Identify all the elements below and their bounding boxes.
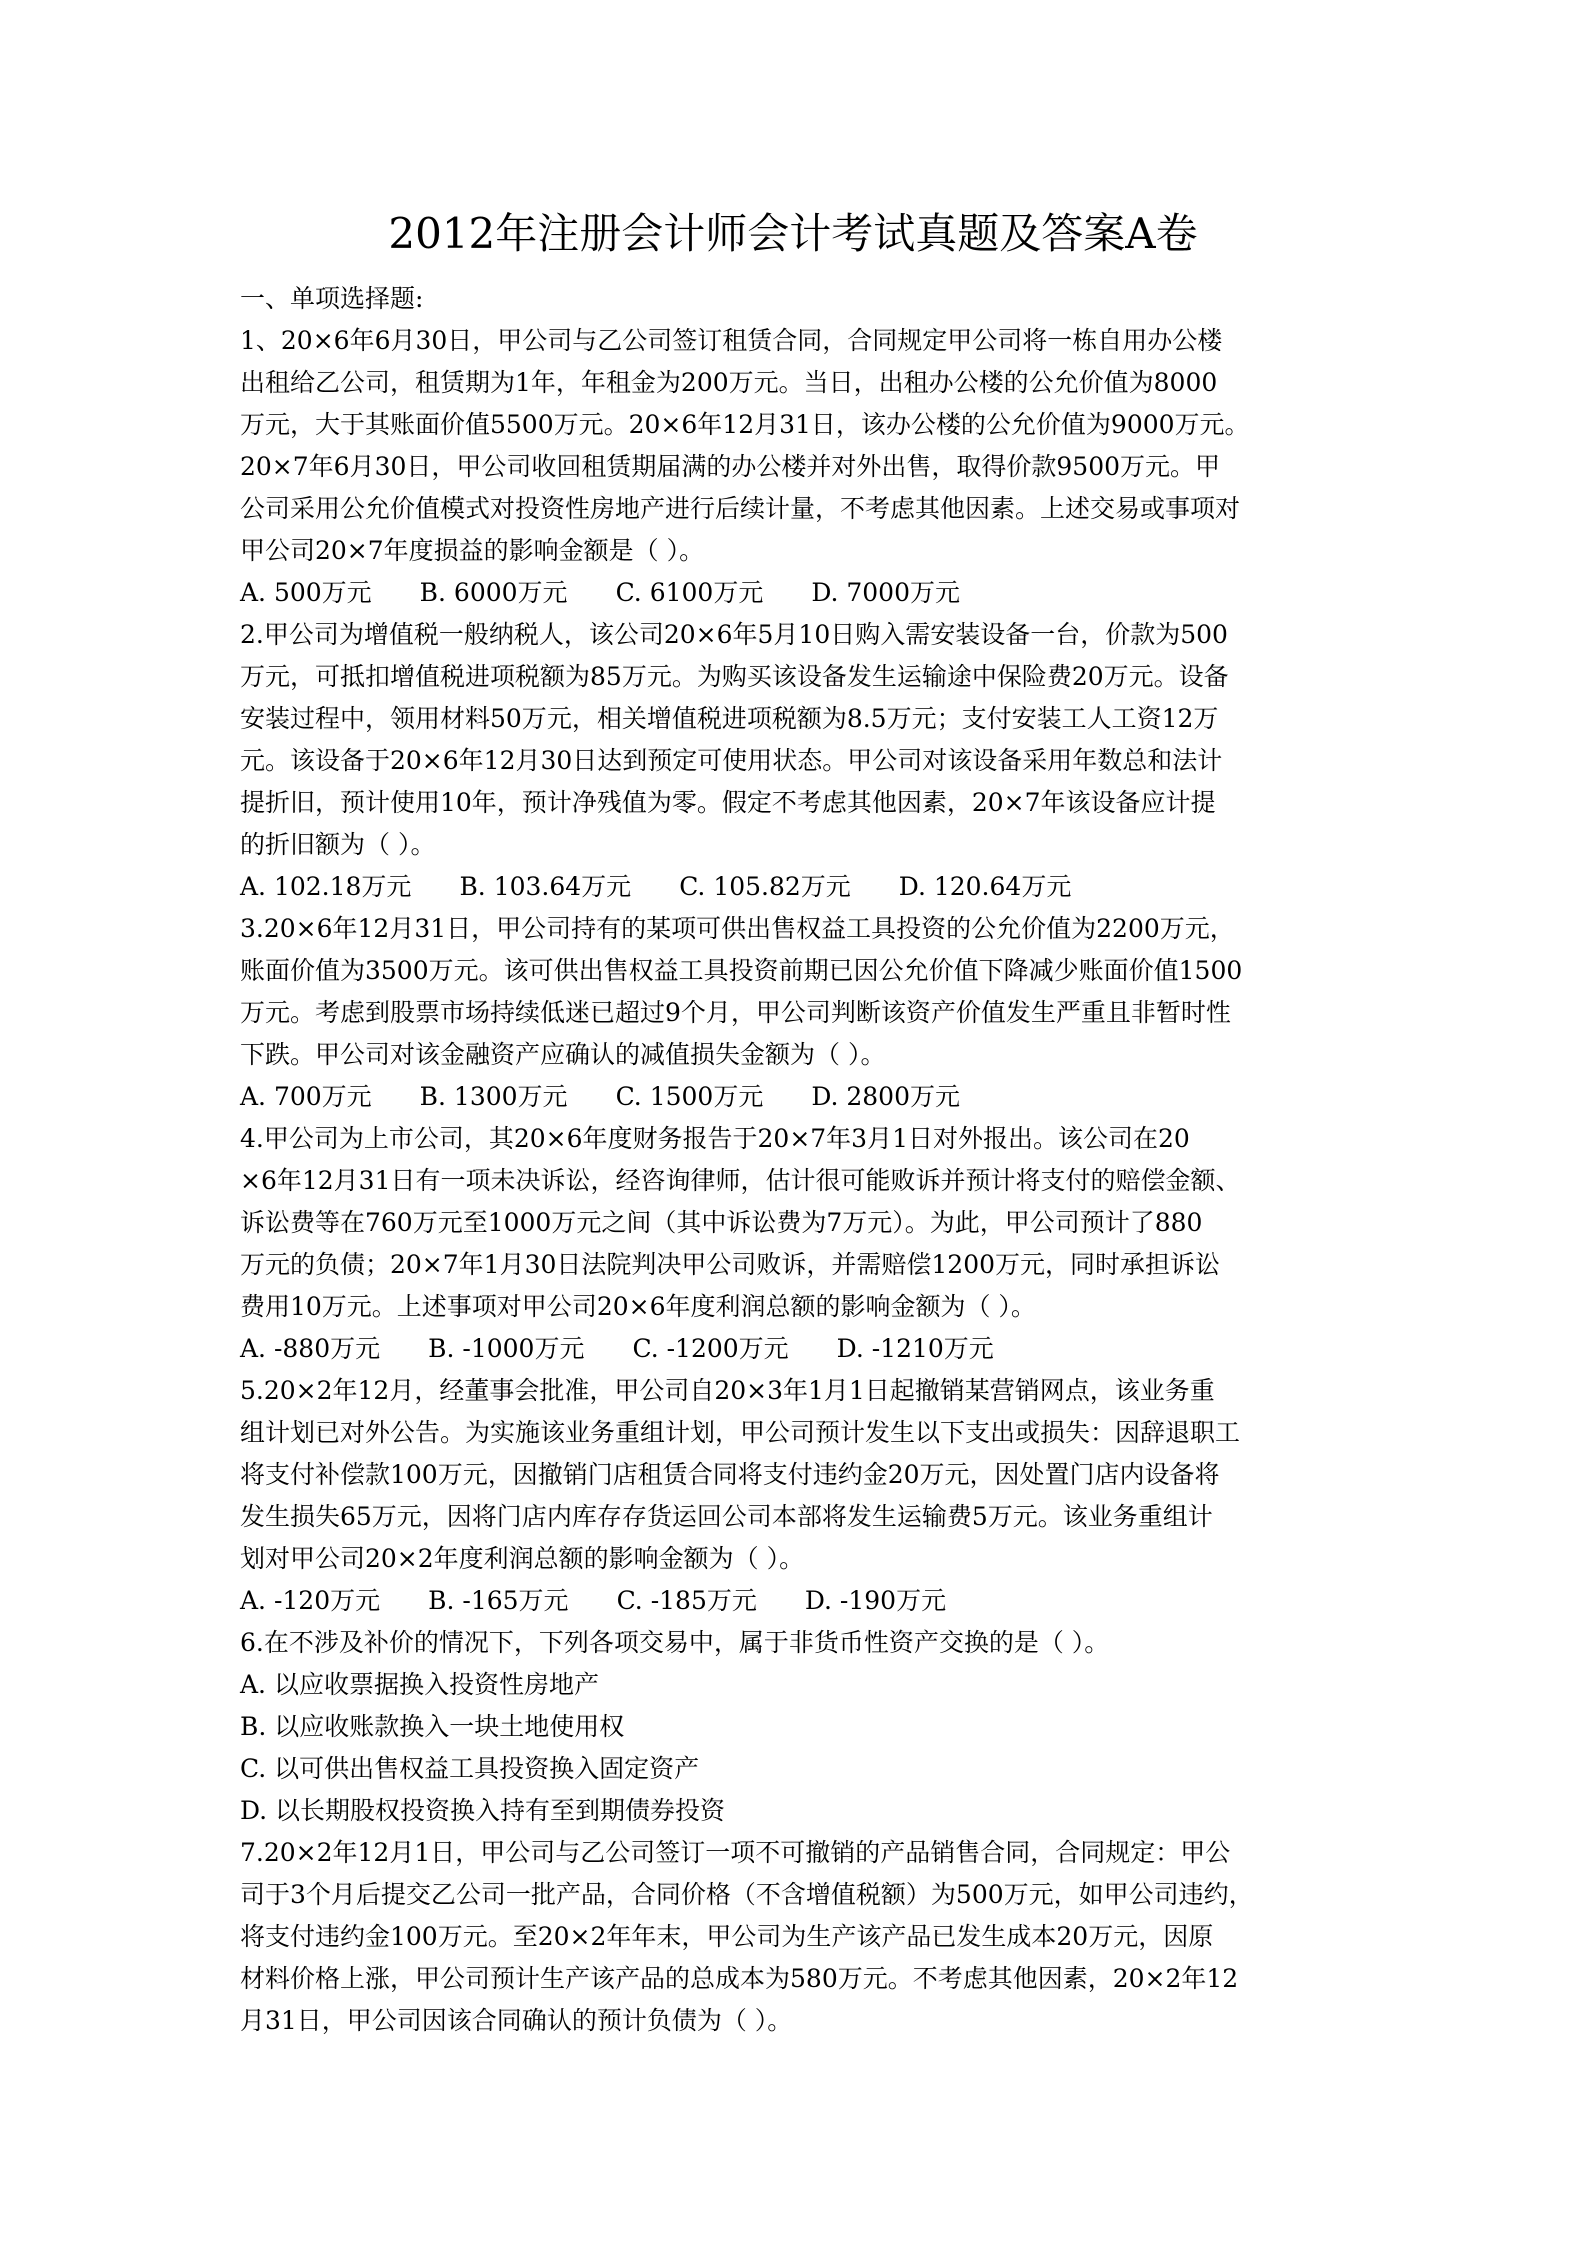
question-text-line: 材料价格上涨，甲公司预计生产该产品的总成本为580万元。不考虑其他因素，20×2年12 (240, 1964, 1239, 1993)
answer-option: C. 6100万元 (615, 578, 764, 607)
question-text-line: 将支付违约金100万元。至20×2年年末，甲公司为生产该产品已发生成本20万元，因原 (240, 1922, 1214, 1951)
question-text-line: 月31日，甲公司因该合同确认的预计负债为（ ）。 (240, 2006, 793, 2035)
answer-option: B. -1000万元 (428, 1334, 585, 1363)
answer-option: A. 700万元 (240, 1082, 372, 1111)
answer-option: D. 120.64万元 (898, 872, 1072, 901)
question-text-line: C. 以可供出售权益工具投资换入固定资产 (240, 1754, 700, 1783)
question-text-line: 20×7年6月30日，甲公司收回租赁期届满的办公楼并对外出售，取得价款9500万元。甲 (240, 452, 1221, 481)
question-block (240, 1118, 1360, 1370)
question-text-line: 7.20×2年12月1日，甲公司与乙公司签订一项不可撤销的产品销售合同，合同规定：甲公 (240, 1838, 1231, 1867)
answer-option: C. -1200万元 (632, 1334, 789, 1363)
question-text-line: ×6年12月31日有一项未决诉讼，经咨询律师，估计很可能败诉并预计将支付的赔偿金额、 (240, 1166, 1241, 1195)
question-text-line: 6.在不涉及补价的情况下，下列各项交易中，属于非货币性资产交换的是（ ）。 (240, 1628, 1110, 1657)
question-block (240, 320, 1360, 614)
question-block (240, 1622, 1360, 1832)
document-body (240, 278, 1360, 2042)
question-text-line: 账面价值为3500万元。该可供出售权益工具投资前期已因公允价值下降减少账面价值1500 (240, 956, 1243, 985)
answer-option: B. -165万元 (428, 1586, 569, 1615)
question-text-line: 安装过程中，领用材料50万元，相关增值税进项税额为8.5万元；支付安装工人工资12万 (240, 704, 1219, 733)
question-text-line: 甲公司20×7年度损益的影响金额是（ ）。 (240, 536, 705, 565)
question-text-line: 组计划已对外公告。为实施该业务重组计划，甲公司预计发生以下支出或损失：因辞退职工 (240, 1418, 1241, 1447)
question-text-line: 的折旧额为（ ）。 (240, 830, 436, 859)
question-text-line: 4.甲公司为上市公司，其20×6年度财务报告于20×7年3月1日对外报出。该公司在20 (240, 1124, 1190, 1153)
question-text-line: 提折旧，预计使用10年，预计净残值为零。假定不考虑其他因素，20×7年该设备应计提 (240, 788, 1216, 817)
question-block (240, 1832, 1360, 2042)
question-text-line: 下跌。甲公司对该金融资产应确认的减值损失金额为（ ）。 (240, 1040, 886, 1069)
answer-option: D. 2800万元 (811, 1082, 960, 1111)
answer-option: A. -880万元 (240, 1334, 381, 1363)
question-block (240, 614, 1360, 908)
answer-options (240, 1328, 1360, 1370)
answer-option: B. 6000万元 (419, 578, 568, 607)
answer-option: A. -120万元 (240, 1586, 381, 1615)
answer-options (240, 1076, 1360, 1118)
question-text-line: 元。该设备于20×6年12月30日达到预定可使用状态。甲公司对该设备采用年数总和法计 (240, 746, 1223, 775)
answer-options (240, 866, 1360, 908)
answer-option: B. 103.64万元 (459, 872, 632, 901)
question-text-line: 5.20×2年12月，经董事会批准，甲公司自20×3年1月1日起撤销某营销网点，该业务重 (240, 1376, 1215, 1405)
question-text-line: 诉讼费等在760万元至1000万元之间（其中诉讼费为7万元）。为此，甲公司预计了880 (240, 1208, 1203, 1237)
answer-option: D. 7000万元 (811, 578, 960, 607)
question-text-line: 1、20×6年6月30日，甲公司与乙公司签订租赁合同，合同规定甲公司将一栋自用办公楼 (240, 326, 1223, 355)
question-text-line: 万元的负债；20×7年1月30日法院判决甲公司败诉，并需赔偿1200万元，同时承担诉讼 (240, 1250, 1221, 1279)
question-text-line: 费用10万元。上述事项对甲公司20×6年度利润总额的影响金额为（ ）。 (240, 1292, 1036, 1321)
section-heading: 一、单项选择题: (240, 284, 424, 313)
question-text-line: 2.甲公司为增值税一般纳税人，该公司20×6年5月10日购入需安装设备一台，价款为500 (240, 620, 1228, 649)
answer-option: B. 1300万元 (419, 1082, 568, 1111)
answer-options (240, 572, 1360, 614)
question-text-line: 万元。考虑到股票市场持续低迷已超过9个月，甲公司判断该资产价值发生严重且非暂时性 (240, 998, 1231, 1027)
question-text-line: 万元，可抵扣增值税进项税额为85万元。为购买该设备发生运输途中保险费20万元。设备 (240, 662, 1229, 691)
question-text-line: 出租给乙公司，租赁期为1年，年租金为200万元。当日，出租办公楼的公允价值为8000 (240, 368, 1218, 397)
question-text-line: 发生损失65万元，因将门店内库存存货运回公司本部将发生运输费5万元。该业务重组计 (240, 1502, 1213, 1531)
answer-option: A. 500万元 (240, 578, 372, 607)
answer-option: A. 102.18万元 (240, 872, 412, 901)
question-text-line: 将支付补偿款100万元，因撤销门店租赁合同将支付违约金20万元，因处置门店内设备将 (240, 1460, 1220, 1489)
question-text-line: 3.20×6年12月31日，甲公司持有的某项可供出售权益工具投资的公允价值为2200万元， (240, 914, 1235, 943)
question-block (240, 908, 1360, 1118)
answer-option: C. 1500万元 (615, 1082, 764, 1111)
question-text-line: 司于3个月后提交乙公司一批产品，合同价格（不含增值税额）为500万元，如甲公司违约， (240, 1880, 1254, 1909)
document-title: 2012年注册会计师会计考试真题及答案A卷 (388, 209, 1198, 258)
answer-option: C. -185万元 (616, 1586, 757, 1615)
question-text-line: 公司采用公允价值模式对投资性房地产进行后续计量，不考虑其他因素。上述交易或事项对 (240, 494, 1241, 523)
question-text-line: B. 以应收账款换入一块土地使用权 (240, 1712, 625, 1741)
question-text-line: 万元，大于其账面价值5500万元。20×6年12月31日，该办公楼的公允价值为9000万元。 (240, 410, 1250, 439)
question-text-line: A. 以应收票据换入投资性房地产 (240, 1670, 599, 1699)
answer-options (240, 1580, 1360, 1622)
question-block (240, 1370, 1360, 1622)
question-text-line: D. 以长期股权投资换入持有至到期债券投资 (240, 1796, 726, 1825)
answer-option: D. -1210万元 (836, 1334, 994, 1363)
answer-option: C. 105.82万元 (679, 872, 851, 901)
answer-option: D. -190万元 (804, 1586, 947, 1615)
question-text-line: 划对甲公司20×2年度利润总额的影响金额为（ ）。 (240, 1544, 805, 1573)
